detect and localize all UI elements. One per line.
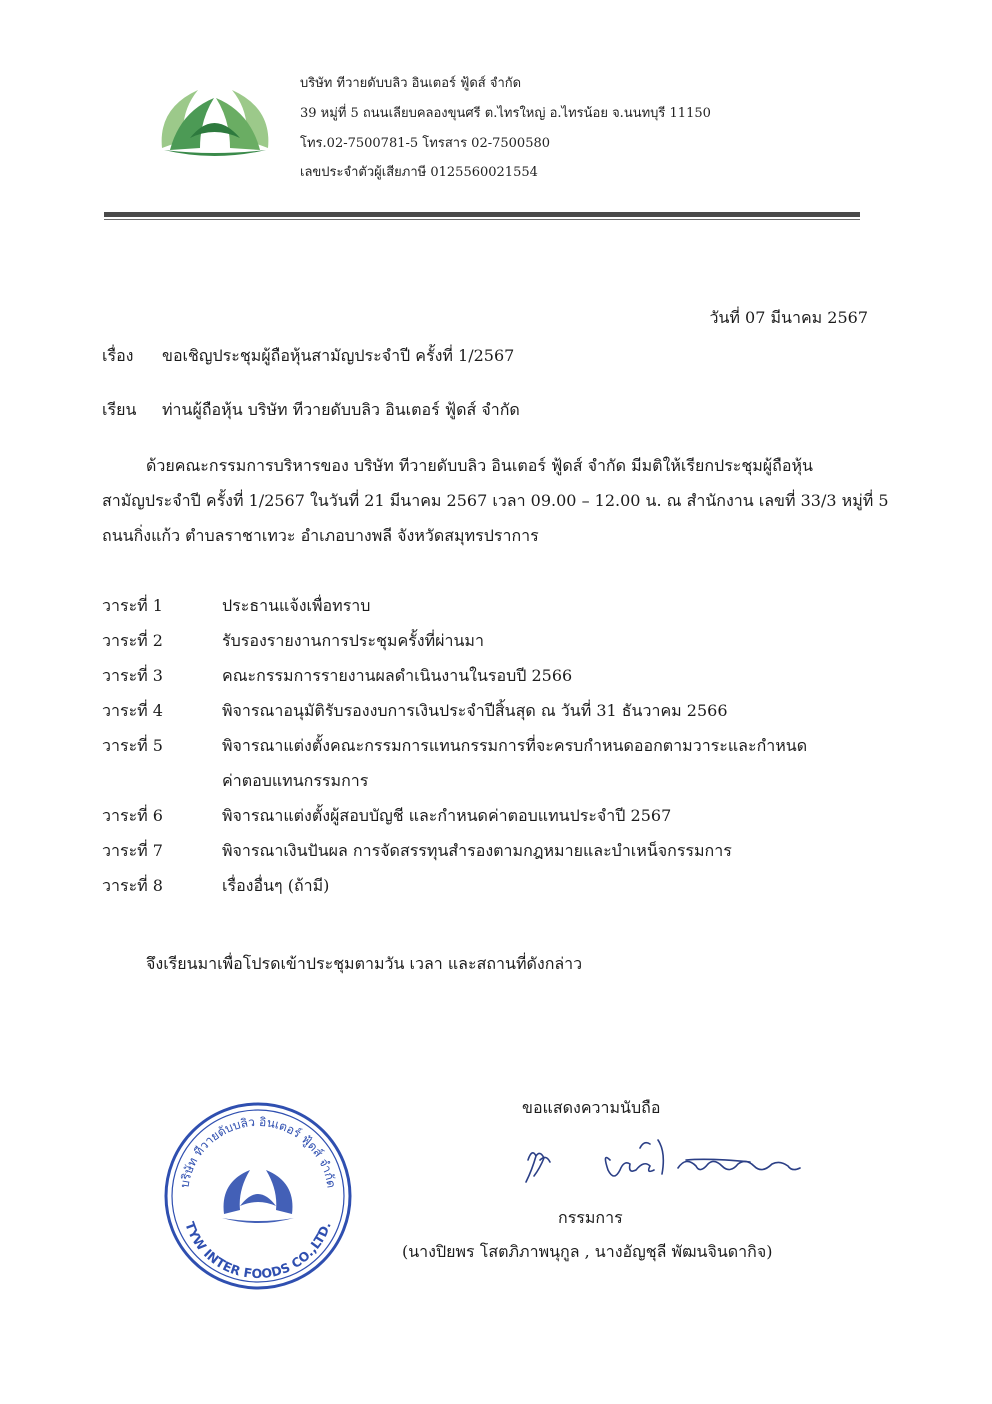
signer-role: กรรมการ	[558, 1208, 623, 1227]
agenda-item	[102, 658, 862, 693]
agenda-item	[102, 728, 862, 798]
agenda-item	[102, 693, 862, 728]
agenda-text: พิจารณาแต่งตั้งผู้สอบบัญชี และกำหนดค่าตอบแทนประจำปี 2567	[222, 806, 672, 825]
subject-text: ขอเชิญประชุมผู้ถือหุ้นสามัญประจำปี ครั้งที่ 1/2567	[162, 346, 515, 365]
agenda-number: วาระที่ 1	[102, 596, 163, 615]
agenda-text: พิจารณาเงินปันผล การจัดสรรทุนสำรองตามกฎหมายและบำเหน็จกรรมการ	[222, 841, 732, 860]
recipient-label: เรียน	[102, 400, 137, 419]
body-line: ถนนกิ่งแก้ว ตำบลราชาเทวะ อำเภอบางพลี จังหวัดสมุทรปราการ	[102, 526, 539, 545]
agenda-list	[102, 588, 862, 903]
company-address: 39 หมู่ที่ 5 ถนนเลียบคลองขุนศรี ต.ไทรใหญ่ อ.ไทรน้อย จ.นนทบุรี 11150	[300, 106, 711, 121]
agenda-number: วาระที่ 4	[102, 701, 163, 720]
company-stamp	[160, 1098, 356, 1294]
agenda-number: วาระที่ 8	[102, 876, 163, 895]
agenda-item	[102, 623, 862, 658]
agenda-item	[102, 833, 862, 868]
closing-sentence: จึงเรียนมาเพื่อโปรดเข้าประชุมตามวัน เวลา และสถานที่ดังกล่าว	[146, 954, 583, 973]
agenda-number: วาระที่ 2	[102, 631, 163, 650]
company-name: บริษัท ทีวายดับบลิว อินเตอร์ ฟู้ดส์ จำกัด	[300, 76, 522, 91]
stamp-thai-text: บริษัท ทีวายดับบลิว อินเตอร์ ฟู้ดส์ จำกัด	[177, 1114, 339, 1189]
agenda-text: พิจารณาแต่งตั้งคณะกรรมการแทนกรรมการที่จะครบกำหนดออกตามวาระและกำหนด	[222, 736, 808, 755]
agenda-item	[102, 798, 862, 833]
regards: ขอแสดงความนับถือ	[522, 1098, 661, 1117]
agenda-text: รับรองรายงานการประชุมครั้งที่ผ่านมา	[222, 631, 484, 650]
company-phone: โทร.02-7500781-5 โทรสาร 02-7500580	[300, 136, 551, 151]
agenda-number: วาระที่ 3	[102, 666, 163, 685]
company-logo	[150, 78, 280, 160]
agenda-number: วาระที่ 5	[102, 736, 163, 755]
body-line: ด้วยคณะกรรมการบริหารของ บริษัท ทีวายดับบลิว อินเตอร์ ฟู้ดส์ จำกัด มีมติให้เรียกประชุมผู้ถือหุ้น	[146, 456, 813, 475]
agenda-text: ประธานแจ้งเพื่อทราบ	[222, 596, 371, 615]
agenda-text: พิจารณาอนุมัติรับรองงบการเงินประจำปีสิ้นสุด ณ วันที่ 31 ธันวาคม 2566	[222, 701, 728, 720]
svg-text:บริษัท ทีวายดับบลิว อินเตอร์ ฟ	[177, 1115, 338, 1189]
header-divider-thin	[104, 219, 860, 220]
body-paragraph	[102, 448, 889, 553]
company-tax-id: เลขประจำตัวผู้เสียภาษี 0125560021554	[300, 165, 538, 180]
agenda-number: วาระที่ 6	[102, 806, 163, 825]
agenda-item	[102, 588, 862, 623]
agenda-text: คณะกรรมการรายงานผลดำเนินงานในรอบปี 2566	[222, 666, 573, 685]
stamp-english-text: TYW INTER FOODS CO.,LTD.	[182, 1219, 334, 1282]
subject-label: เรื่อง	[102, 346, 134, 365]
header-divider	[104, 212, 860, 217]
body-line: สามัญประจำปี ครั้งที่ 1/2567 ในวันที่ 21 มีนาคม 2567 เวลา 09.00 – 12.00 น. ณ สำนักงาน เลขที่ 33/3 หมู่ที่ 5	[102, 491, 889, 510]
agenda-item	[102, 868, 862, 903]
agenda-text: เรื่องอื่นๆ (ถ้ามี)	[222, 876, 330, 895]
agenda-number: วาระที่ 7	[102, 841, 163, 860]
handwritten-signature	[510, 1130, 810, 1200]
signer-names: (นางปิยพร โสตภิภาพนุกูล , นางอัญชุลี พัฒนจินดากิจ)	[402, 1242, 773, 1261]
agenda-text-continued: ค่าตอบแทนกรรมการ	[222, 771, 369, 790]
recipient-text: ท่านผู้ถือหุ้น บริษัท ทีวายดับบลิว อินเตอร์ ฟู้ดส์ จำกัด	[162, 400, 520, 419]
letter-date: วันที่ 07 มีนาคม 2567	[709, 308, 868, 327]
